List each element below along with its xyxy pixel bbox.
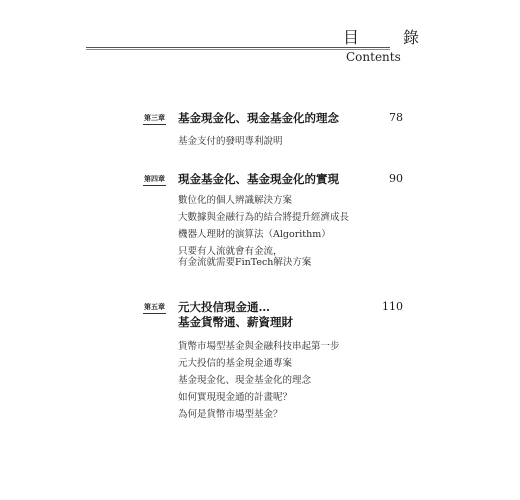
section-item[interactable]: 貨幣市場型基金與金融科技串起第一步 [178, 341, 340, 352]
chapter-label: 第五章 [143, 302, 166, 314]
section-item[interactable]: 只要有人流就會有金流， [178, 246, 283, 257]
section-item[interactable]: 元大投信的基金現金通專案 [178, 358, 293, 369]
section-item[interactable]: 為何是貨幣市場型基金？ [178, 409, 283, 420]
section-item[interactable]: 數位化的個人辨識解決方案 [178, 195, 293, 206]
section-item[interactable]: 基金現金化、現金基金化的理念 [178, 375, 312, 386]
chapter-label: 第四章 [143, 174, 166, 186]
section-item[interactable]: 機器人理財的演算法（Algorithm） [178, 229, 331, 240]
toc-subtitle: Contents [346, 50, 401, 64]
chapter-title-line2: 基金貨幣通、薪資理財 [178, 315, 293, 329]
chapter-page-number: 110 [382, 300, 403, 313]
section-item[interactable]: 如何實現現金通的計畫呢？ [178, 392, 293, 403]
chapter-section-list [178, 338, 340, 423]
chapter-label: 第三章 [143, 113, 166, 125]
header-rule-bottom [86, 49, 390, 50]
chapter-page-number: 78 [389, 111, 403, 124]
toc-title: 目 錄 [343, 28, 434, 47]
chapter-page-number: 90 [389, 172, 403, 185]
header-rule-top [86, 47, 390, 48]
chapter-section-list [178, 133, 283, 150]
section-item[interactable]: 大數據與金融行為的結合將提升經濟成長 [178, 212, 350, 223]
chapter-title[interactable] [178, 300, 293, 330]
chapter-title[interactable]: 現金基金化、基金現金化的實現 [178, 172, 339, 186]
chapter-title[interactable]: 基金現金化、現金基金化的理念 [178, 111, 339, 125]
chapter-section-list [178, 192, 349, 269]
section-item[interactable]: 基金支付的發明專利說明 [178, 136, 283, 147]
chapter-title-line1: 元大投信現金通… [178, 300, 270, 314]
section-item-continuation[interactable]: 有金流就需要FinTech解決方案 [178, 257, 312, 268]
